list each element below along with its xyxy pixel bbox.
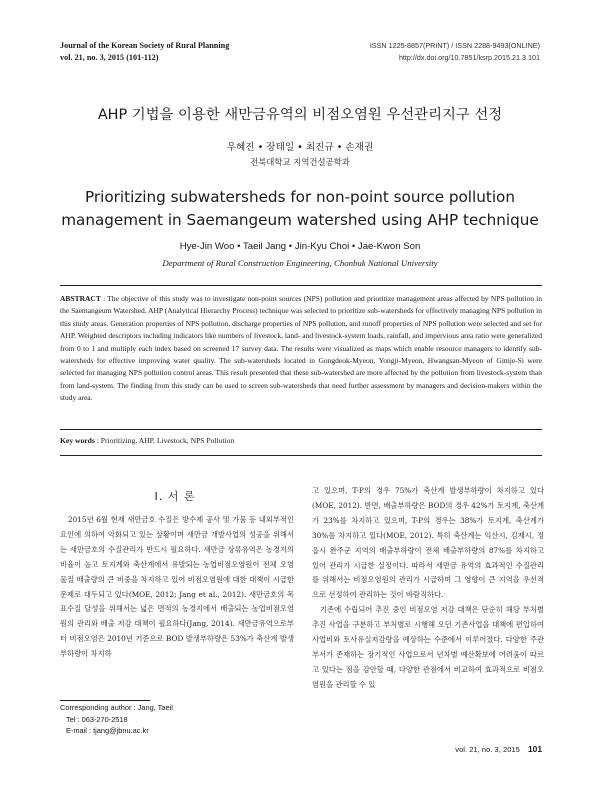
authors-english: Hye-Jin Woo • Taeil Jang • Jin-Kyu Choi • Jae-Kwon Son [179,241,421,252]
paragraph: 기존에 수립되어 추진 중인 비점오염 저감 대책은 단순히 해당 부처별 추진 사업을 구분하고 부처별로 시행해 오던 기존사업을 대책에 편입하여 사업비와 토사유실저감량을 예상하는 수준에서 이루어졌다. 다양한 주관부서가 존재하는 장기적인 사업으로서 년차별 예산확보에 어려움이 따르고 있다는 점을 감안할 때, 다양한 관점에서 비교하여 효과적으로 비점오염원을 관리할 수 있 [312,605,544,689]
title-english: Prioritizing subwatersheds for non-point source pollution management in Saemangeum watershed using AHP technique [61,188,539,229]
phone-number: Tel : 063-270-2518 [66,714,128,724]
abstract-text: : The objective of this study was to investigate non-point sources (NPS) pollution and prioritize management areas affected by NPS pollution in the Saemangeum Watershed. AHP (Analytical Hierarchy Process) technique was selected to prioritize sub-watersheds for effectively managing NPS pollution in this study areas. Generation properties of NPS pollution, discharge properties of NPS pollution, and runoff properties of NPS pollution were selected and set for AHP. Weighted descriptors including indicators like numbers of livestock, land- and livestock-system loads, rainfall, and impervious area ratio were generalized from 0 to 1 and multiply each index based on screened 17 survey data. The results were visualized as maps which enable resource managers to identify sub-watersheds for effective improving water quality. The sub-watersheds located in Gongdeok-Myeon, Yongji-Myeon, Hwangsan-Myeon of Gimje-Si were selected for managing NPS pollution control areas. This result presented that these sub-watershed are more affected by the pollution from livestock-system than from land-system. The finding from this study can be used to screen sub-watersheds that need further assessment by managers and decision-makers within the study area. [60,294,543,403]
abstract-top-rule [60,285,542,286]
affiliation-korean: 전북대학교 지역건설공학과 [250,157,350,167]
abstract [60,293,542,405]
footer-issue: vol. 21, no. 3, 2015 [455,745,520,754]
abstract-label: ABSTRACT [60,294,101,303]
footnote [60,702,300,737]
page-footer [455,744,542,754]
paragraph: 2015년 6월 현재 새만금호 수질은 방수제 공사 및 가뭄 등 내외부적인 요인에 의하여 악화되고 있는 상황이며 새만금 개발사업의 성공을 위해서는 새만금호의 수질관리가 반드시 필요하다. 새만금 상류유역은 농경지의 비율이 높고 토지계와 축산계에서 유발되는 농업비점오염원이 전체 오염물질 배출량의 큰 비중을 차지하고 있어 비점오염원에 대한 대책이 시급한 문제로 대두되고 있다(MOE, 2012; Jang et al., 2012). 새만금호의 목표수질 달성을 위해서는 넓은 면적의 농경지에서 배출되는 농업비점오염원의 관리와 배출 저감 대책이 필요하다(Jang, 2014). 새만금유역으로부터 비점오염은 2010년 기준으로 BOD 발생부하량은 53%가 축산계 발생부하량이 차지하 [60,515,294,659]
keywords-rule [60,455,542,456]
issn-header [240,40,540,64]
affiliation-english: Department of Rural Construction Engineering, Chonbuk National University [162,258,438,268]
keywords-label: Key words [60,436,95,445]
abstract-bottom-rule [60,429,542,430]
corresponding-author: Corresponding author : Jang, Taeil [60,703,173,712]
body-column-left [60,513,294,662]
keywords [60,436,542,445]
body-column-right [312,484,544,693]
footnote-rule [60,700,150,701]
section-heading-introduction: Ⅰ. 서 론 [154,490,196,503]
issn-text: ISSN 1225-8857(PRINT) / ISSN 2288-9493(ONLINE) [369,41,540,50]
keywords-text: : Prioritizing, AHP, Livestock, NPS Pollution [96,436,235,445]
email-address[interactable]: E-mail : tjang@jbnu.ac.kr [66,726,149,735]
page-number: 101 [528,744,542,754]
paragraph: 고 있으며, T-P의 경우 75%가 축산계 발생부하량이 차지하고 있다(MOE, 2012). 반면, 배출부하량은 BOD의 경우 42%가 토지계, 축산계가 23%를 차지하고 있으며, T-P의 경우는 38%가 토지계, 축산계가 30%를 차지하고 있다(MOE, 2012). 특히 축산계는 익산시, 김제시, 정읍시 완주군 지역의 배출부하량이 전체 배출부하량의 87%를 차지하고 있어 관리가 시급한 실정이다. 따라서 새만금 유역의 효과적인 수질관리를 위해서는 비점오염원의 관리가 시급하며 그 영향이 큰 지역을 우선적으로 선정하여 관리하는 것이 바람직하다. [312,486,544,600]
doi-link[interactable]: http://dx.doi.org/10.7851/ksrp.2015.21.3.101 [398,53,540,62]
journal-name: Journal of the Korean Society of Rural Planning [60,41,230,50]
authors-korean: 우혜진 • 장태일 • 최진규 • 손재권 [226,142,374,153]
journal-issue: vol. 21, no. 3, 2015 (101-112) [60,53,159,62]
title-korean: AHP 기법을 이용한 새만금유역의 비점오염원 우선관리지구 선정 [97,107,503,123]
